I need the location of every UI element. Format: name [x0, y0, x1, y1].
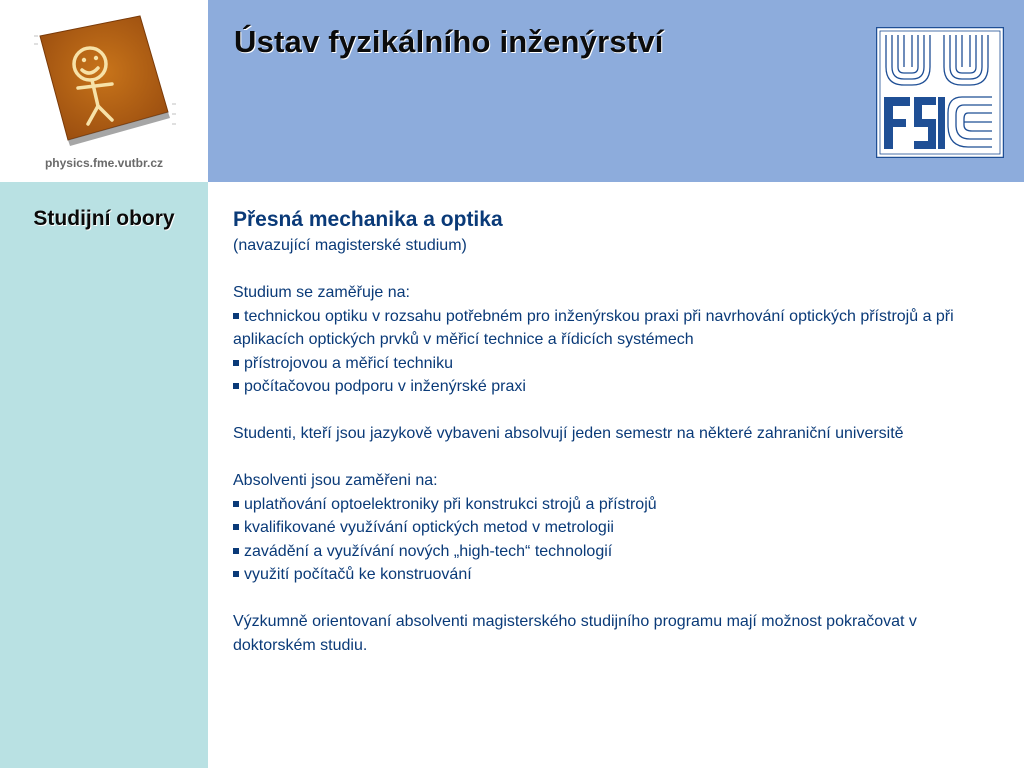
site-url: physics.fme.vutbr.cz [44, 156, 164, 170]
content [233, 206, 1003, 657]
focus-item: technickou optiku v rozsahu potřebném pro inženýrskou praxi při navrhování optických přístrojů a při aplikacích optických prvků v měřicí technice a řídicích systémech [233, 307, 954, 348]
fsi-logo [876, 27, 1004, 158]
graduate-item: uplatňování optoelektroniky při konstrukci strojů a přístrojů [233, 493, 1003, 517]
program-title: Přesná mechanika a optika [233, 208, 503, 231]
sidebar-title: Studijní obory [33, 207, 175, 230]
bullet-icon [233, 571, 239, 577]
exchange-text: Studenti, kteří jsou jazykově vybaveni absolvují jeden semestr na některé zahraniční universitě [233, 425, 904, 442]
bullet-icon [233, 383, 239, 389]
sidebar [0, 182, 208, 768]
bullet-icon [233, 501, 239, 507]
site-title: Ústav fyzikálního inženýrství [234, 24, 664, 59]
graduates-intro: Absolventi jsou zaměřeni na: [233, 472, 438, 489]
bullet-icon [233, 524, 239, 530]
afm-smiley-image [28, 14, 188, 148]
graduate-item: zavádění a využívání nových „high-tech“ technologií [233, 540, 1003, 564]
focus-intro: Studium se zaměřuje na: [233, 284, 410, 301]
program-subtitle: (navazující magisterské studium) [233, 237, 467, 254]
bullet-icon [233, 313, 239, 319]
graduate-item: využití počítačů ke konstruování [233, 563, 1003, 587]
header-corner [0, 0, 208, 182]
phd-text: Výzkumně orientovaní absolventi magisterského studijního programu mají možnost pokračovat v doktorském studiu. [233, 613, 917, 654]
bullet-icon [233, 548, 239, 554]
focus-item: počítačovou podporu v inženýrské praxi [233, 375, 1003, 399]
focus-item: přístrojovou a měřicí techniku [233, 352, 1003, 376]
bullet-icon [233, 360, 239, 366]
graduate-item: kvalifikované využívání optických metod v metrologii [233, 516, 1003, 540]
